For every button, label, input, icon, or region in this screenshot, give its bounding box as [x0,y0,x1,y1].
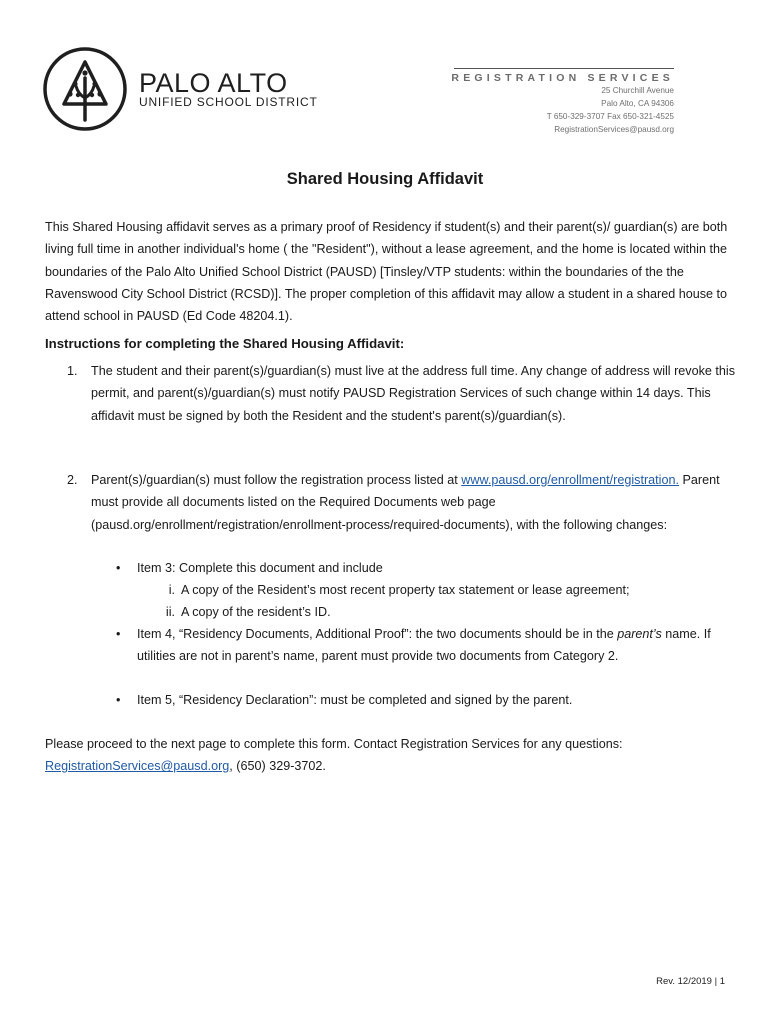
bullet-item-5 [116,689,766,711]
instructions-heading: Instructions for completing the Shared Housing Affidavit: [45,336,405,351]
document-title: Shared Housing Affidavit [286,170,484,188]
item-number: 2. [67,473,78,487]
item-text-before-link: Parent(s)/guardian(s) must follow the registration process listed at [91,473,462,487]
address-line-2: Palo Alto, CA 94306 [601,99,674,108]
tree-seal-icon [42,46,128,132]
subitem-ii [165,601,331,623]
registration-services-block [451,68,674,136]
bullet-text: Item 3: Complete this document and include [137,561,383,575]
page-footer: Rev. 12/2019 | 1 [656,976,725,987]
subitem-i [168,579,630,601]
subitem-text: A copy of the Resident’s most recent property tax statement or lease agreement; [181,583,630,597]
bullet-dot: • [116,693,121,707]
registration-email: RegistrationServices@pausd.org [554,125,674,134]
closing-paragraph [45,733,735,778]
bullet-text-after: name. If utilities are not in parent’s name, parent must provide two documents from Category 2. [137,627,711,664]
pausd-logo [42,46,318,132]
instruction-item-1 [45,360,735,427]
district-subtitle: UNIFIED SCHOOL DISTRICT [139,95,318,109]
intro-paragraph: This Shared Housing affidavit serves as a primary proof of Residency if student(s) and their parent(s)/ guardian(s) are both living full time in another individual's home ( the "Resident"), without a lease agreement, and the home is located within the boundaries of the Palo Alto Unified School District (PAUSD) [Tinsley/VTP students: within the boundaries of the the Ravenswood City School District (RCSD)]. The proper completion of this affidavit may allow a student in a shared house to attend school in PAUSD (Ed Code 48204.1). [45,220,728,324]
bullet-text-italic: parent’s [617,627,662,641]
subitem-text: A copy of the resident’s ID. [181,605,331,619]
item-text [91,469,735,536]
header-rule [454,68,674,69]
item-number: 1. [67,364,78,378]
bullet-text-before: Item 4, “Residency Documents, Additional Proof”: the two documents should be in the [137,627,618,641]
registration-title: REGISTRATION SERVICES [451,72,674,84]
registration-link[interactable]: www.pausd.org/enrollment/registration. [461,473,679,487]
bullet-dot: • [116,627,121,641]
item-text: The student and their parent(s)/guardian(s) must live at the address full time. Any change of address will revoke this permit, and parent(s)/guardian(s) must notify PAUSD Registration Services of such change within 14 days. This affidavit must be signed by both the Resident and the student's parent(s)/guardian(s). [91,364,736,423]
closing-phone: , (650) 329-3702. [229,759,326,774]
instruction-item-2 [45,469,735,536]
bullet-item-3 [116,557,766,579]
subitem-number: i. [168,583,175,597]
district-name: PALO ALTO [139,68,288,98]
bullet-text: Item 5, “Residency Declaration”: must be completed and signed by the parent. [137,693,573,707]
item-text-after-link: Parent must provide all documents listed on the Required Documents web page (pausd.org/enrollment/registration/enrollment-process/required-documents), with the following changes: [91,473,720,532]
bullet-text [137,623,726,668]
subitem-number: ii. [165,605,175,619]
phone-fax: T 650-329-3707 Fax 650-321-4525 [546,112,674,121]
bullet-dot: • [116,561,121,575]
bullet-item-4 [116,623,726,668]
closing-email-link[interactable]: RegistrationServices@pausd.org [45,759,230,774]
closing-text: Please proceed to the next page to complete this form. Contact Registration Services for any questions: [45,737,623,751]
address-line-1: 25 Churchill Avenue [601,86,674,95]
